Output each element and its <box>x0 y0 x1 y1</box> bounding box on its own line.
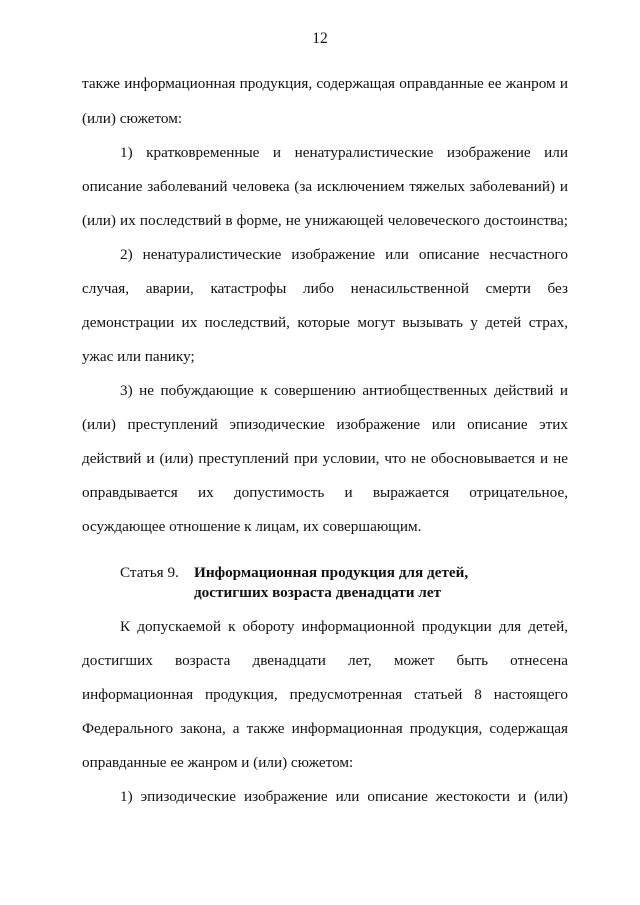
text-line: случая, аварии, катастрофы либо ненасильственной смерти без <box>82 280 568 297</box>
text-line: информационная продукция, предусмотренная статьей 8 настоящего <box>82 686 568 703</box>
text-line: 3) не побуждающие к совершению антиобщественных действий и <box>120 382 568 399</box>
text-line: достигших возраста двенадцати лет, может быть отнесена <box>82 652 568 669</box>
text-line: также информационная продукция, содержащая оправданные ее жанром и <box>82 75 568 92</box>
text-line: (или) преступлений эпизодические изображение или описание этих <box>82 416 568 433</box>
page-number: 12 <box>312 30 328 47</box>
text-line: осуждающее отношение к лицам, их совершающим. <box>82 518 422 535</box>
text-line: ужас или панику; <box>82 348 195 365</box>
text-line: демонстрации их последствий, которые могут вызывать у детей страх, <box>82 314 568 331</box>
text-line: (или) сюжетом: <box>82 110 183 127</box>
text-line: 1) эпизодические изображение или описание жестокости и (или) <box>120 788 568 805</box>
article-title-line: достигших возраста двенадцати лет <box>194 584 442 601</box>
text-line: оправданные ее жанром и (или) сюжетом: <box>82 754 354 771</box>
text-line: действий и (или) преступлений при условии, что не обосновывается и не <box>82 450 568 467</box>
text-line: оправдывается их допустимость и выражается отрицательное, <box>82 484 568 501</box>
text-line: (или) их последствий в форме, не унижающей человеческого достоинства; <box>82 212 568 229</box>
article-label: Статья 9. <box>120 564 179 581</box>
article-title-line: Информационная продукция для детей, <box>194 564 469 581</box>
text-line: описание заболеваний человека (за исключением тяжелых заболеваний) и <box>82 178 568 195</box>
text-line: Федерального закона, а также информационная продукция, содержащая <box>82 720 568 737</box>
text-line: К допускаемой к обороту информационной продукции для детей, <box>120 618 568 635</box>
text-line: 2) ненатуралистические изображение или описание несчастного <box>120 246 568 263</box>
text-line: 1) кратковременные и ненатуралистические изображение или <box>120 144 568 161</box>
